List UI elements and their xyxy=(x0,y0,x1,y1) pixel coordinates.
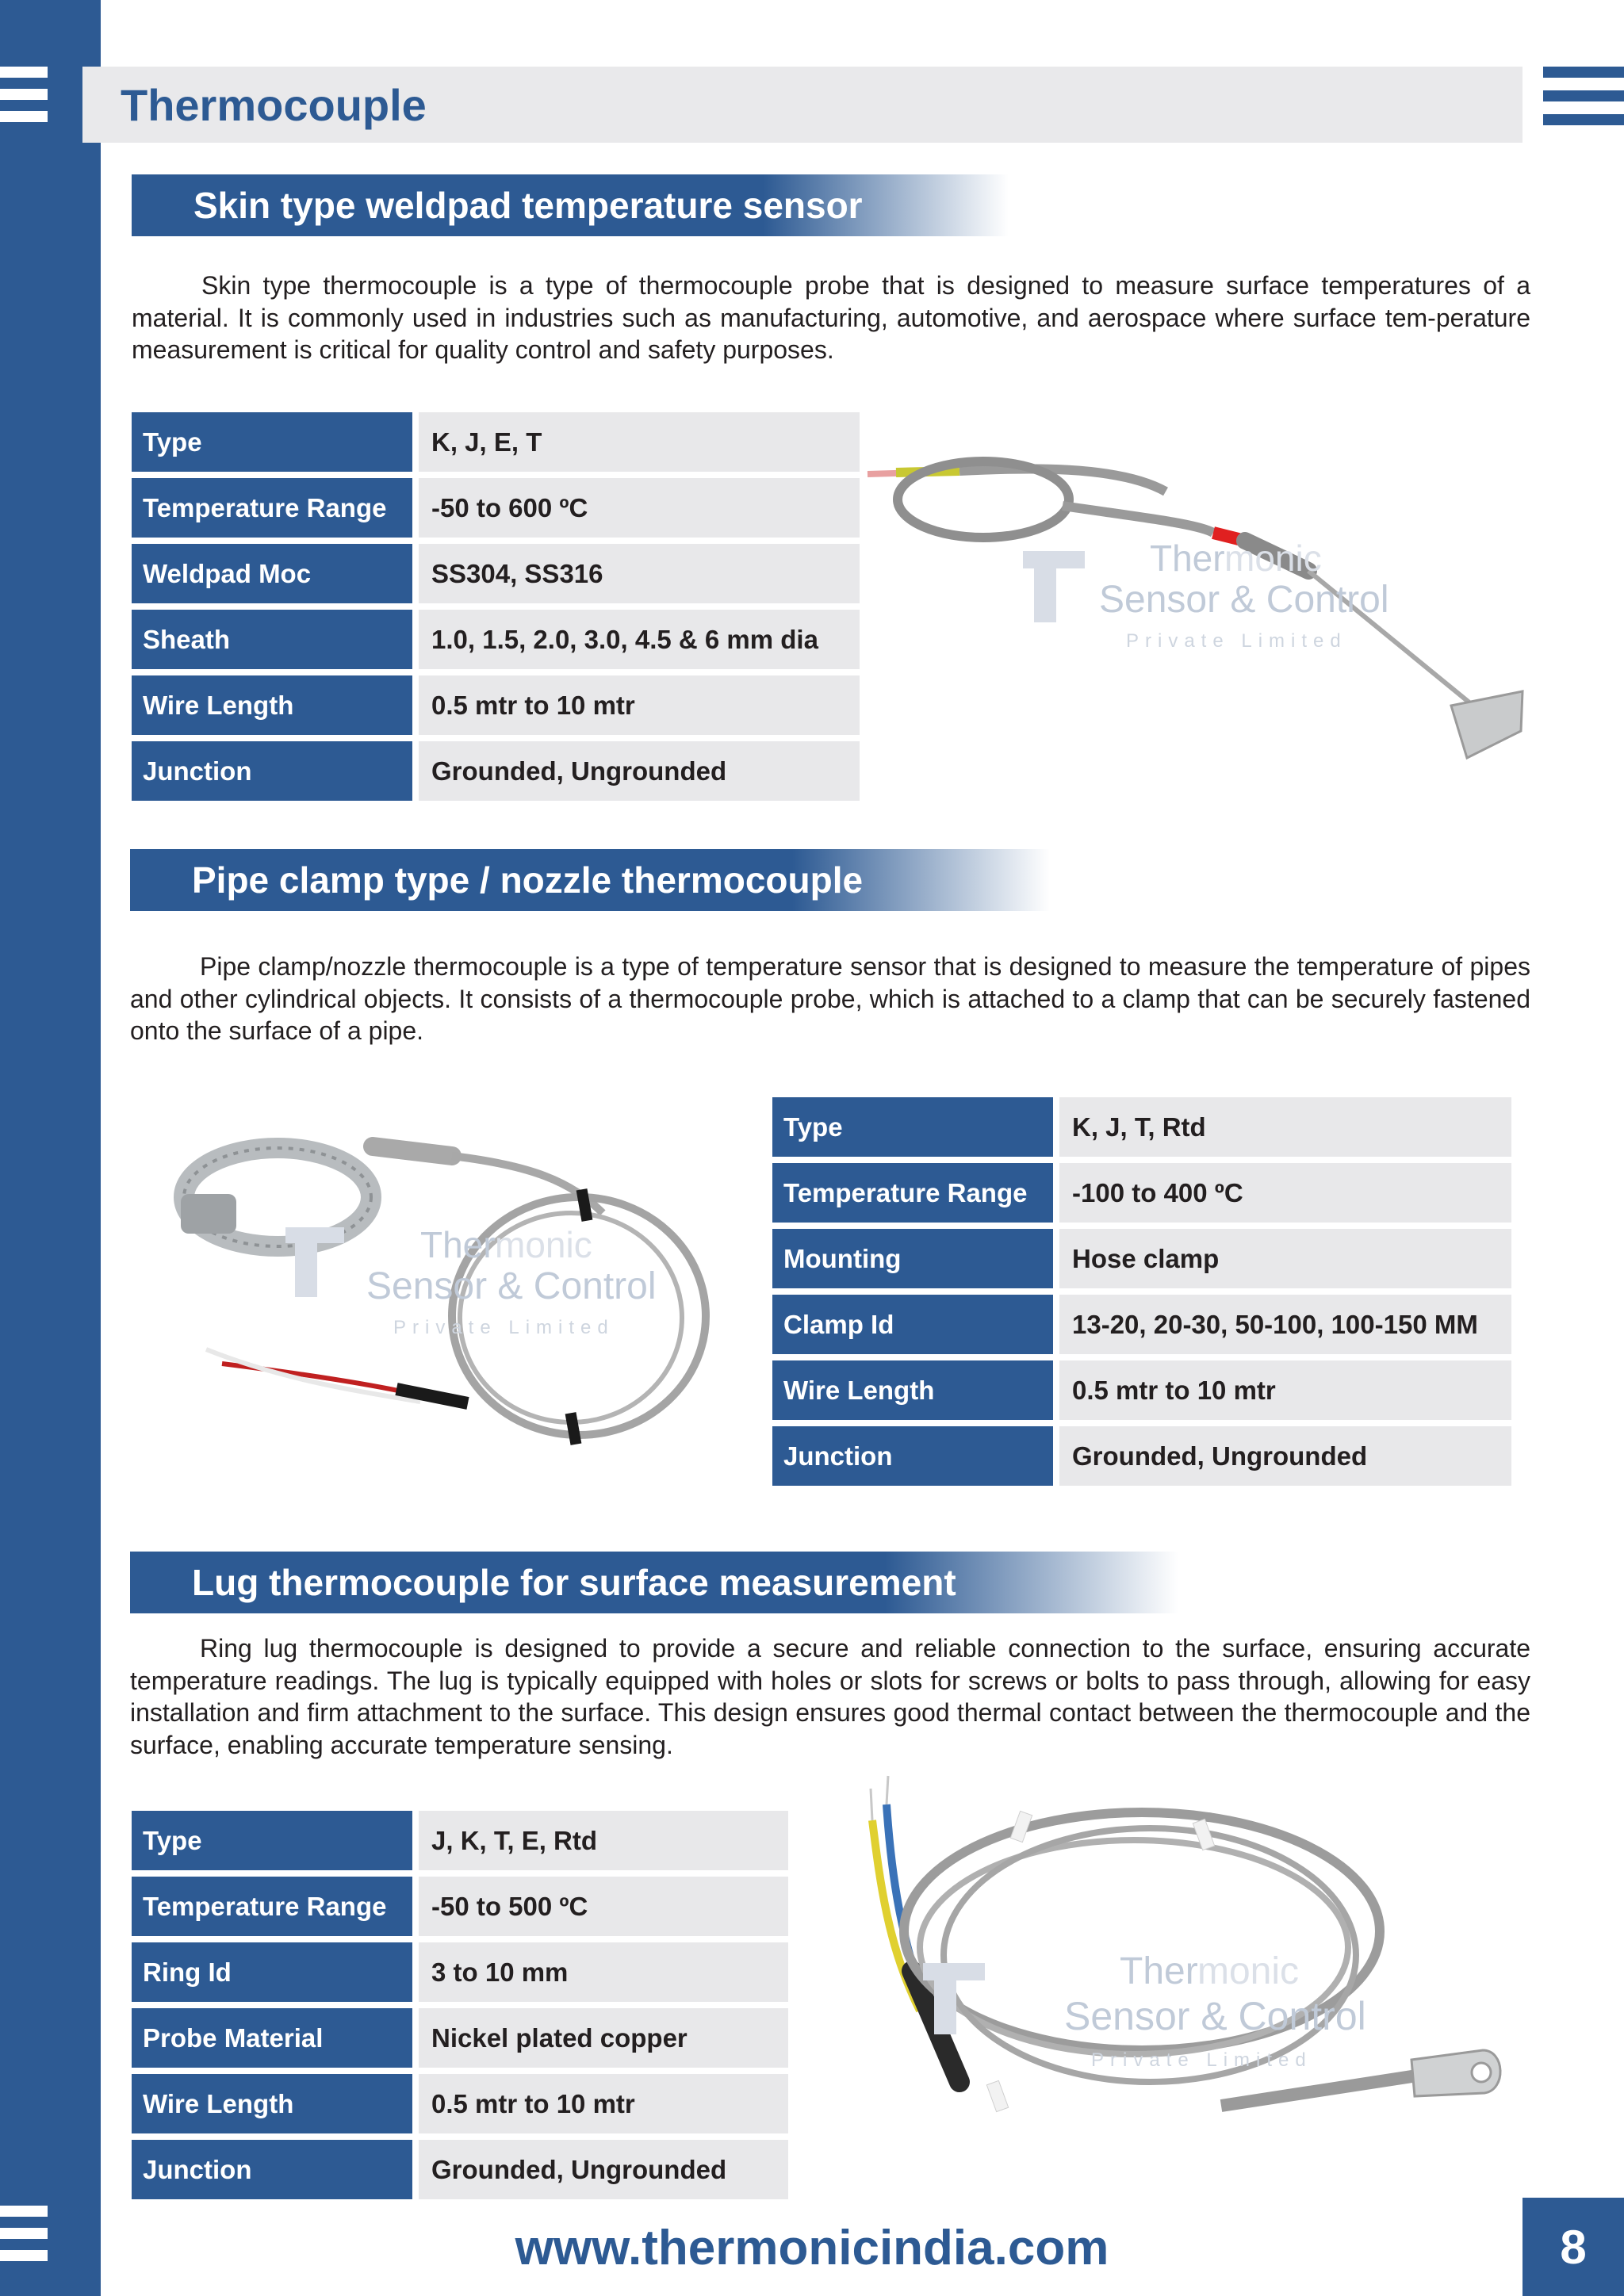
svg-text:Ther: Ther xyxy=(1120,1950,1198,1992)
pipe-clamp-thermocouple-photo xyxy=(159,1102,745,1467)
table-row: Clamp Id 13-20, 20-30, 50-100, 100-150 MM xyxy=(772,1295,1511,1354)
table-row: Ring Id 3 to 10 mm xyxy=(132,1942,788,2002)
svg-text:Sensor & Control: Sensor & Control xyxy=(1099,579,1389,621)
svg-text:monic: monic xyxy=(1197,1950,1300,1992)
svg-text:Private Limited: Private Limited xyxy=(1126,630,1347,652)
spec-table-lug xyxy=(125,1804,795,2206)
right-top-stripes xyxy=(1543,67,1624,138)
page-number: 8 xyxy=(1522,2198,1624,2296)
section-heading-weldpad: Skin type weldpad temperature sensor xyxy=(132,174,1009,236)
section-heading-lug: Lug thermocouple for surface measurement xyxy=(130,1552,1178,1613)
table-row: Weldpad Moc SS304, SS316 xyxy=(132,544,860,603)
svg-text:Private Limited: Private Limited xyxy=(1091,2049,1312,2071)
table-row: Sheath 1.0, 1.5, 2.0, 3.0, 4.5 & 6 mm dia xyxy=(132,610,860,669)
table-row: Wire Length 0.5 mtr to 10 mtr xyxy=(772,1360,1511,1420)
website-link[interactable]: www.thermonicindia.com xyxy=(515,2221,1109,2275)
table-row: Temperature Range -50 to 600 ºC xyxy=(132,478,860,538)
section-description-weldpad: Skin type thermocouple is a type of thermocouple probe that is designed to measure surface temperatures of a material. It is commonly used in industries such as manufacturing, automotive, and aerospace where surface tem-perature measurement is critical for quality control and safety purposes. xyxy=(132,271,1530,364)
table-row: Type J, K, T, E, Rtd xyxy=(132,1811,788,1870)
section-description-lug: Ring lug thermocouple is designed to provide a secure and reliable connection to the surface, ensuring accurate temperature readings. The lug is typically equipped with holes or slots for screws or bolts to pass through, allowing for easy installation and firm attachment to the surface. This design ensures good thermal contact between the thermocouple and the surface, enabling accurate temperature sensing. xyxy=(130,1634,1530,1759)
table-row: Mounting Hose clamp xyxy=(772,1229,1511,1288)
page-title-bar xyxy=(82,67,1522,143)
section-description-pipe-clamp: Pipe clamp/nozzle thermocouple is a type of temperature sensor that is designed to measure the temperature of pipes and other cylindrical objects. It consists of a thermocouple probe, which is attached to a clamp that can be securely fastened onto the surface of a pipe. xyxy=(130,952,1530,1045)
table-row: Type K, J, T, Rtd xyxy=(772,1097,1511,1157)
weldpad-sensor-photo xyxy=(864,444,1546,777)
table-row: Junction Grounded, Ungrounded xyxy=(772,1426,1511,1486)
svg-text:Private Limited: Private Limited xyxy=(393,1317,615,1338)
left-side-band xyxy=(0,0,101,2296)
section-heading-pipe-clamp: Pipe clamp type / nozzle thermocouple xyxy=(130,849,1050,911)
table-row: Junction Grounded, Ungrounded xyxy=(132,2140,788,2199)
spec-table-pipe-clamp xyxy=(766,1091,1518,1492)
page-title: Thermocouple xyxy=(121,79,427,130)
table-row: Junction Grounded, Ungrounded xyxy=(132,741,860,801)
ring-lug-thermocouple-photo xyxy=(825,1773,1522,2169)
table-row: Wire Length 0.5 mtr to 10 mtr xyxy=(132,2074,788,2133)
svg-text:monic: monic xyxy=(495,1224,592,1265)
left-top-stripes xyxy=(0,67,48,133)
svg-text:Sensor & Control: Sensor & Control xyxy=(366,1265,657,1307)
table-row: Probe Material Nickel plated copper xyxy=(132,2008,788,2068)
svg-text:Sensor & Control: Sensor & Control xyxy=(1064,1994,1366,2038)
table-row: Type K, J, E, T xyxy=(132,412,860,472)
spec-table-weldpad xyxy=(125,406,866,807)
svg-text:monic: monic xyxy=(1224,538,1322,579)
table-row: Wire Length 0.5 mtr to 10 mtr xyxy=(132,675,860,735)
table-row: Temperature Range -100 to 400 ºC xyxy=(772,1163,1511,1223)
svg-text:Ther: Ther xyxy=(420,1224,496,1265)
table-row: Temperature Range -50 to 500 ºC xyxy=(132,1877,788,1936)
svg-text:Ther: Ther xyxy=(1150,538,1225,579)
